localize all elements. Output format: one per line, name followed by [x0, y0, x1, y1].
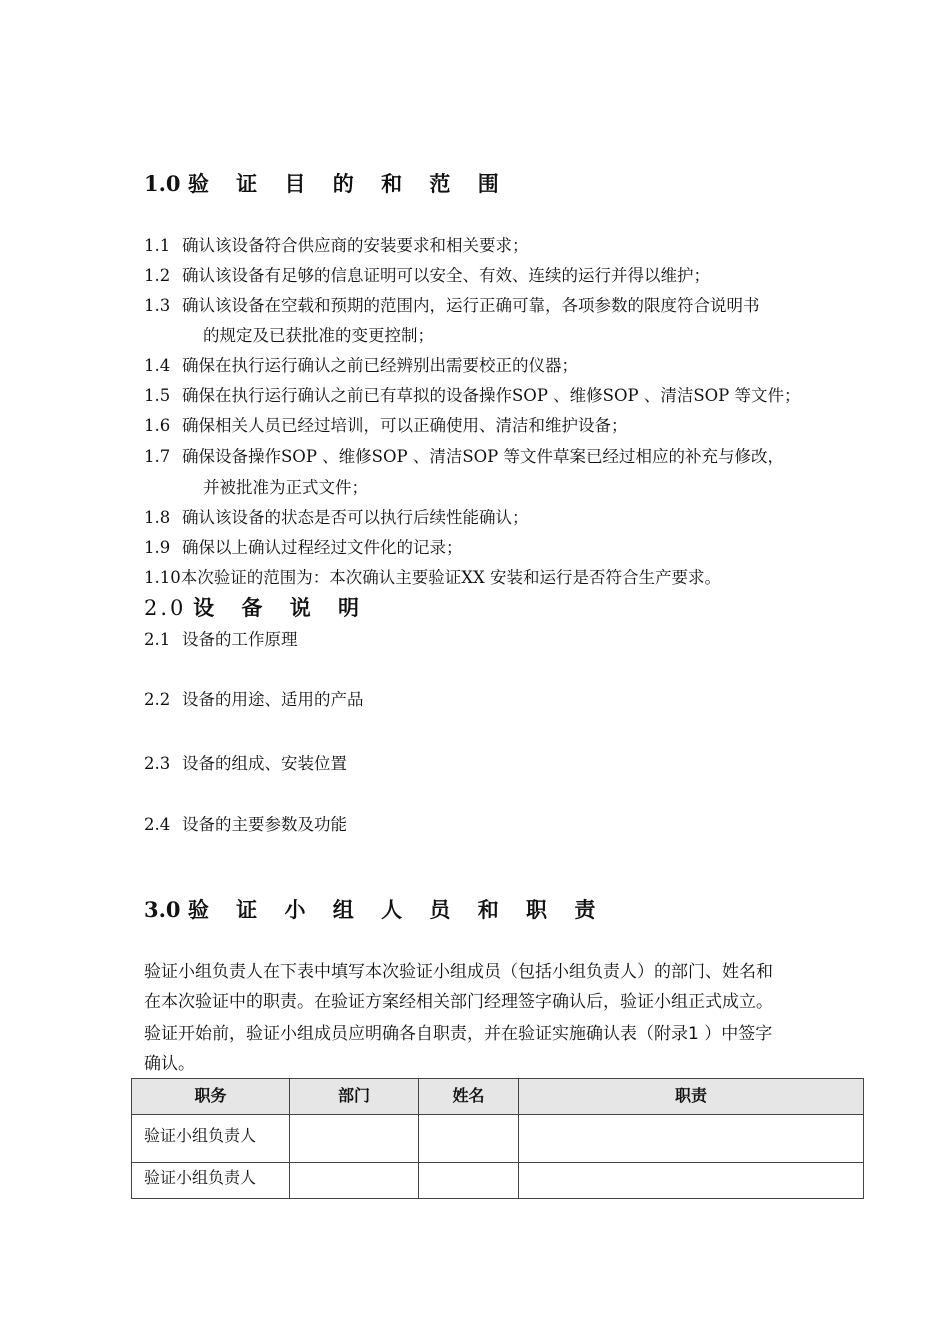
table-cell: [290, 1115, 419, 1163]
list-item: 2.1 设备的工作原理: [144, 630, 298, 649]
list-item: 1.4 确保在执行运行确认之前已经辨别出需要校正的仪器；: [144, 356, 578, 375]
section-3-number: 3.0: [144, 897, 181, 922]
list-item: 1.5 确保在执行运行确认之前已有草拟的设备操作SOP 、维修SOP 、清洁SOP 等文件；: [144, 386, 801, 405]
table-header-cell: 职责: [519, 1079, 864, 1115]
section-3-title: 验 证 小 组 人 员 和 职 责: [187, 897, 606, 922]
section-2-heading: [144, 592, 369, 622]
table-header-cell: 部门: [290, 1079, 419, 1115]
team-table: [131, 1078, 864, 1199]
table-cell: [419, 1115, 519, 1163]
list-item: 2.4 设备的主要参数及功能: [144, 815, 347, 834]
section-2-number: 2.0: [144, 596, 187, 620]
paragraph-line: 验证小组负责人在下表中填写本次验证小组成员（包括小组负责人）的部门、姓名和: [144, 962, 773, 982]
list-item: 1.1 确认该设备符合供应商的安装要求和相关要求；: [144, 236, 529, 255]
table-cell: 验证小组负责人: [132, 1115, 290, 1163]
list-item: 1.9 确保以上确认过程经过文件化的记录；: [144, 538, 463, 557]
paragraph-line: 在本次验证中的职责。在验证方案经相关部门经理签字确认后，验证小组正式成立。: [144, 992, 773, 1012]
paragraph-line: 验证开始前，验证小组成员应明确各自职责，并在验证实施确认表（附录1 ）中签字: [144, 1024, 773, 1044]
list-item: 1.2 确认该设备有足够的信息证明可以安全、有效、连续的运行并得以维护；: [144, 266, 710, 285]
table-cell: [519, 1115, 864, 1163]
list-item-continuation: 的规定及已获批准的变更控制；: [203, 326, 434, 345]
list-item-continuation: 并被批准为正式文件；: [203, 478, 368, 497]
paragraph-line: 确认。: [144, 1054, 195, 1074]
table-cell: 验证小组负责人: [132, 1163, 290, 1199]
table-header-cell: 姓名: [419, 1079, 519, 1115]
table-cell: [419, 1163, 519, 1199]
section-1-number: 1.0: [144, 171, 181, 196]
table-row: [132, 1163, 864, 1199]
list-item: 1.6 确保相关人员已经过培训，可以正确使用、清洁和维护设备；: [144, 416, 628, 435]
list-item: 2.2 设备的用途、适用的产品: [144, 690, 364, 709]
list-item: 2.3 设备的组成、安装位置: [144, 754, 347, 773]
table-header-row: [132, 1079, 864, 1115]
section-1-title: 验 证 目 的 和 范 围: [187, 171, 509, 196]
list-item: 1.10本次验证的范围为：本次确认主要验证XX 安装和运行是否符合生产要求。: [144, 568, 721, 587]
section-2-title: 设 备 说 明: [193, 595, 370, 620]
list-item: 1.7 确保设备操作SOP 、维修SOP 、清洁SOP 等文件草案已经过相应的补充与修改，: [144, 447, 785, 466]
section-3-heading: [144, 894, 605, 924]
table-header-cell: 职务: [132, 1079, 290, 1115]
table-cell: [290, 1163, 419, 1199]
list-item: 1.8 确认该设备的状态是否可以执行后续性能确认；: [144, 508, 529, 527]
table-cell: [519, 1163, 864, 1199]
list-item: 1.3 确认该设备在空载和预期的范围内，运行正确可靠，各项参数的限度符合说明书: [144, 296, 760, 315]
section-1-heading: [144, 168, 509, 198]
table-row: [132, 1115, 864, 1163]
